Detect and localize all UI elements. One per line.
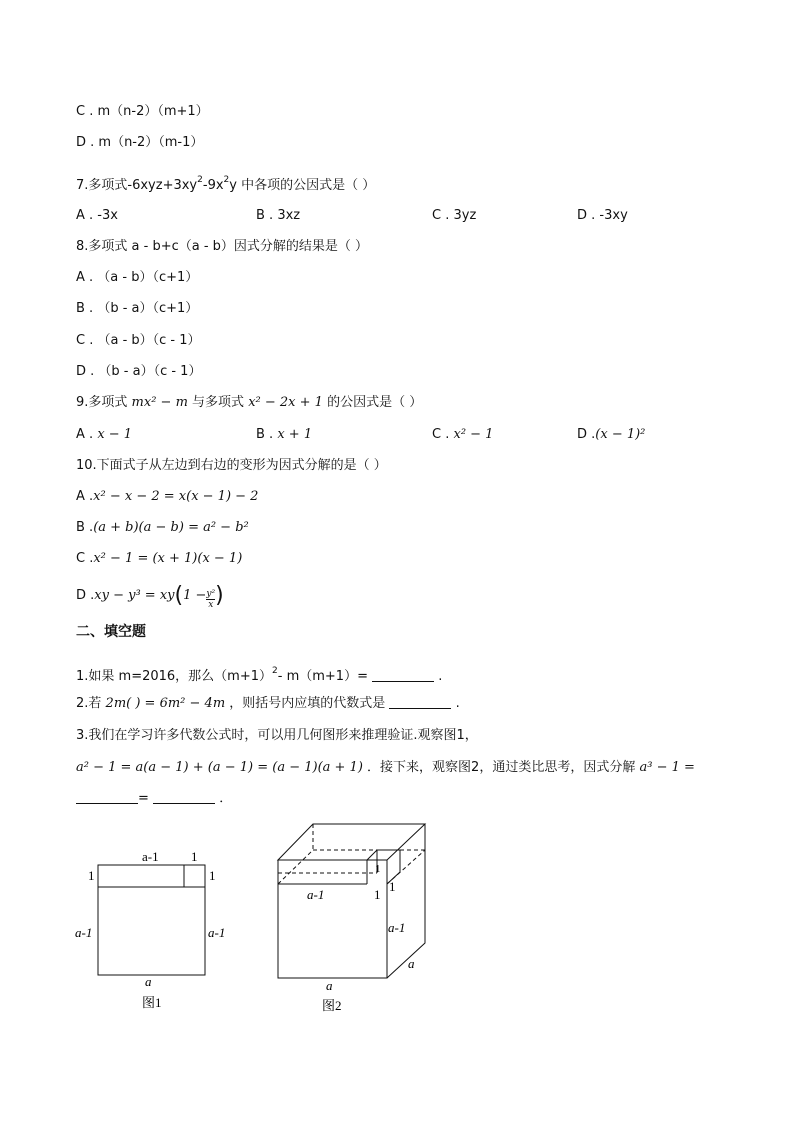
q10-option-c-expr: x² − 1 = (x + 1)(x − 1) bbox=[93, 551, 243, 566]
fill-1-blank[interactable] bbox=[372, 669, 434, 682]
q9-option-c-label: C . bbox=[432, 427, 450, 442]
fig1-label-right-1: 1 bbox=[209, 868, 216, 883]
q7-option-d: D . -3xy bbox=[577, 208, 628, 223]
q10-option-d-denominator: x bbox=[208, 600, 214, 610]
fig1-label-top-a1: a-1 bbox=[142, 849, 159, 864]
fill-3-end: ． bbox=[219, 791, 233, 806]
fig2-label-side-a1: a-1 bbox=[388, 920, 406, 935]
q8-option-c: C . （a - b）（c - 1） bbox=[76, 333, 201, 348]
fig1-label-left-a1: a-1 bbox=[75, 925, 93, 940]
q9-option-a bbox=[76, 426, 132, 444]
fill-2-blank[interactable] bbox=[389, 696, 451, 709]
q10-option-c bbox=[76, 550, 242, 568]
fig2-label-front-a1: a-1 bbox=[307, 887, 325, 902]
q10-option-a bbox=[76, 488, 258, 506]
q10-option-d-rparen: ) bbox=[215, 583, 224, 608]
q8-option-a: A . （a - b）（c+1） bbox=[76, 270, 199, 285]
fill-2-end: . bbox=[455, 696, 460, 711]
q9-stem-part3: 的公因式是（ ） bbox=[327, 395, 423, 410]
fill-3-text: ．接下来，观察图2，通过类比思考，因式分解 bbox=[367, 760, 636, 775]
q9-stem bbox=[76, 394, 422, 412]
q10-option-d-one: 1 − bbox=[183, 588, 207, 603]
fig1-caption: 图1 bbox=[142, 995, 162, 1010]
q9-option-b-expr: x + 1 bbox=[277, 427, 313, 442]
section-heading: 二、填空题 bbox=[76, 624, 146, 640]
fig1-label-bottom-a: a bbox=[145, 974, 152, 989]
fill-2-expr: 2m( ) = 6m² − 4m bbox=[105, 696, 226, 711]
q10-option-a-expr: x² − x − 2 = x(x − 1) − 2 bbox=[93, 489, 259, 504]
q9-math-1: mx² − m bbox=[131, 395, 188, 410]
q7-stem-part3: y 中各项的公因式是（ ） bbox=[229, 178, 376, 193]
fig2-label-bottom-a: a bbox=[326, 978, 333, 993]
fig2-label-block-1: 1 bbox=[375, 863, 381, 875]
fig1-label-right-a1: a-1 bbox=[208, 925, 226, 940]
q10-option-a-label: A . bbox=[76, 489, 94, 504]
fill-1 bbox=[76, 662, 442, 686]
q10-option-b bbox=[76, 519, 249, 537]
q8-stem: 8.多项式 a - b+c（a - b）因式分解的结果是（ ） bbox=[76, 239, 369, 254]
q6-option-c: C . m（n-2）（m+1） bbox=[76, 104, 209, 119]
fill-2 bbox=[76, 695, 460, 713]
q9-option-d-expr: (x − 1)² bbox=[595, 427, 646, 442]
fill-3-blank-2[interactable] bbox=[153, 791, 215, 804]
q10-option-d-fraction bbox=[206, 589, 215, 610]
q7-sup-2: 2 bbox=[223, 175, 230, 185]
q9-option-b bbox=[256, 426, 312, 444]
fill-2-prefix: 2.若 bbox=[76, 696, 102, 711]
fill-3-line3 bbox=[76, 790, 232, 808]
q8-option-d: D . （b - a）（c - 1） bbox=[76, 364, 202, 379]
q9-stem-part2: 与多项式 bbox=[192, 395, 245, 410]
fig2-label-side-1: 1 bbox=[389, 879, 396, 894]
figure-2 bbox=[265, 815, 455, 1020]
q10-option-b-expr: (a + b)(a − b) = a² − b² bbox=[93, 520, 249, 535]
q9-option-d-label: D . bbox=[577, 427, 596, 442]
q10-option-d-expr: xy − y³ = xy bbox=[94, 588, 175, 603]
fill-3-expr1: a² − 1 = a(a − 1) + (a − 1) = (a − 1)(a + 1) bbox=[76, 760, 363, 775]
q10-stem: 10.下面式子从左边到右边的变形为因式分解的是（ ） bbox=[76, 458, 387, 473]
fill-1-end: . bbox=[438, 669, 443, 684]
fill-3-line1: 3.我们在学习许多代数公式时，可以用几何图形来推理验证.观察图1， bbox=[76, 728, 478, 743]
fill-2-middle: ，则括号内应填的代数式是 bbox=[229, 696, 386, 711]
q9-option-a-label: A . bbox=[76, 427, 94, 442]
q10-option-d-label: D . bbox=[76, 588, 95, 603]
q7-stem bbox=[76, 171, 375, 195]
q9-stem-part1: 9.多项式 bbox=[76, 395, 128, 410]
q7-stem-part1: 7.多项式-6xyz+3xy bbox=[76, 178, 198, 193]
q9-option-c-expr: x² − 1 bbox=[453, 427, 494, 442]
q9-option-a-expr: x − 1 bbox=[97, 427, 133, 442]
fill-1-part1: 1.如果 m=2016，那么（m+1） bbox=[76, 669, 273, 684]
fig1-outer-square bbox=[98, 865, 205, 975]
fill-1-part2: - m（m+1）= bbox=[277, 669, 368, 684]
fill-3-equals: = bbox=[138, 791, 149, 806]
q7-sup-1: 2 bbox=[197, 175, 203, 185]
q7-stem-part2: -9x bbox=[202, 178, 224, 193]
q10-option-d-numerator: y² bbox=[206, 589, 216, 599]
q9-option-d bbox=[577, 426, 645, 444]
fig2-label-depth-a: a bbox=[408, 956, 415, 971]
q6-option-d: D . m（n-2）（m-1） bbox=[76, 135, 204, 150]
figure-1 bbox=[70, 840, 240, 1020]
q7-option-a: A . -3x bbox=[76, 208, 118, 223]
q10-option-c-label: C . bbox=[76, 551, 94, 566]
fig2-label-front-1: 1 bbox=[374, 887, 381, 902]
fig1-label-top-1: 1 bbox=[191, 849, 198, 864]
q8-option-b: B . （b - a）（c+1） bbox=[76, 301, 199, 316]
fig2-front-face bbox=[278, 860, 387, 978]
q9-math-2: x² − 2x + 1 bbox=[248, 395, 323, 410]
fill-3-line2 bbox=[76, 759, 695, 777]
q10-option-d-lparen: ( bbox=[174, 583, 184, 608]
fig2-right-face bbox=[387, 824, 425, 978]
q10-option-d bbox=[76, 582, 224, 610]
fig2-caption: 图2 bbox=[322, 998, 342, 1013]
q9-option-c bbox=[432, 426, 493, 444]
fill-1-sup: 2 bbox=[272, 666, 278, 676]
q9-option-b-label: B . bbox=[256, 427, 274, 442]
fill-3-expr2: a³ − 1 = bbox=[639, 760, 695, 775]
fig2-top-face bbox=[278, 824, 425, 860]
fill-3-blank-1[interactable] bbox=[76, 791, 138, 804]
q7-option-c: C . 3yz bbox=[432, 208, 477, 223]
q7-option-b: B . 3xz bbox=[256, 208, 301, 223]
fig1-label-left-1: 1 bbox=[88, 868, 95, 883]
q10-option-b-label: B . bbox=[76, 520, 94, 535]
